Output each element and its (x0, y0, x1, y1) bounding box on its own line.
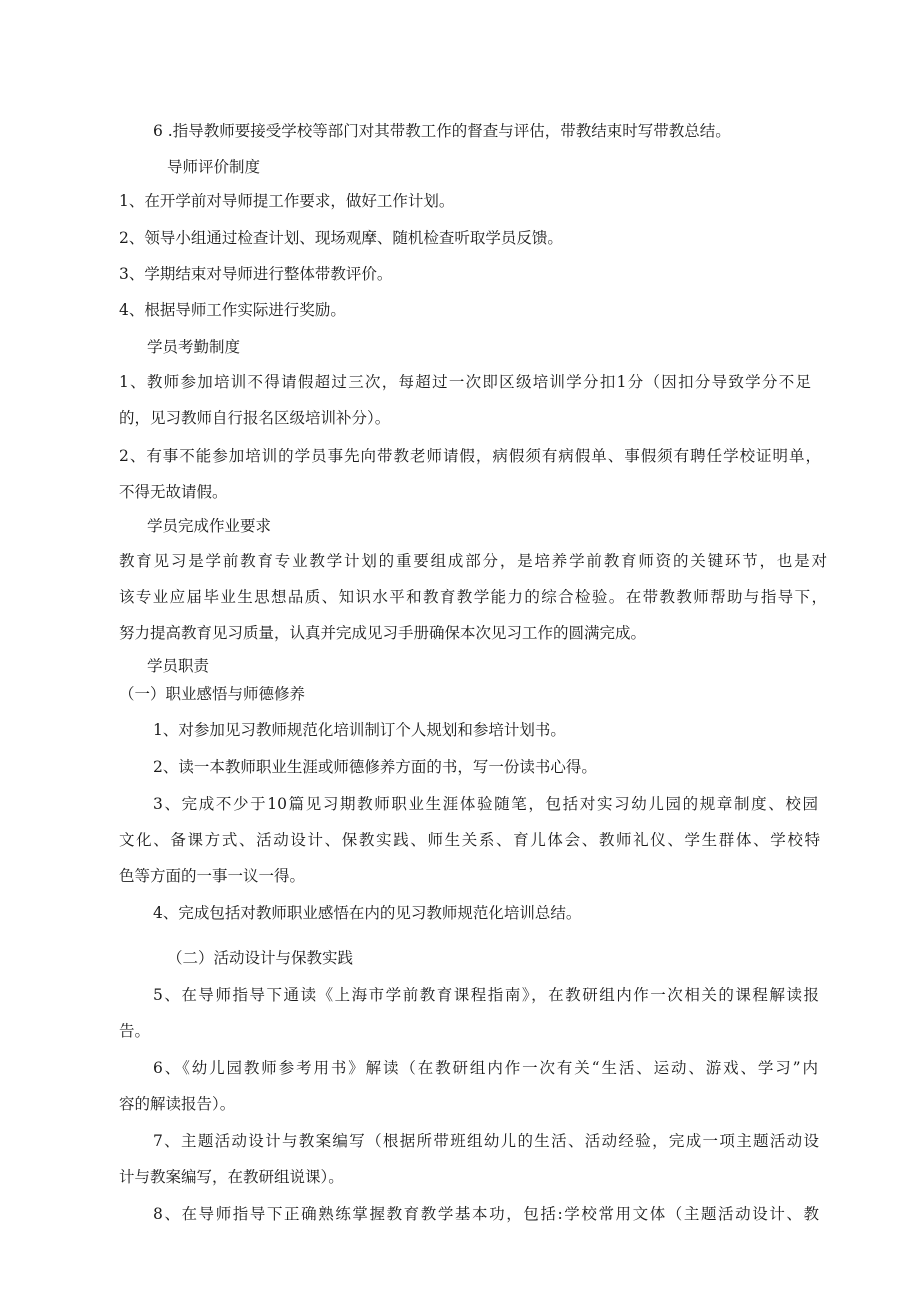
paragraph-line: 1、教师参加培训不得请假超过三次，每超过一次即区级培训学分扣1分（因扣分导致学分不足 (119, 373, 811, 391)
subsection-heading: （一）职业感悟与师德修养 (119, 685, 306, 703)
paragraph-line: 5、在导师指导下通读《上海市学前教育课程指南》，在教研组内作一次相关的课程解读报 (153, 986, 819, 1004)
paragraph-line: 7、主题活动设计与教案编写（根据所带班组幼儿的生活、活动经验，完成一项主题活动设 (153, 1132, 819, 1150)
paragraph-line: 6、《幼儿园教师参考用书》解读（在教研组内作一次有关“生活、运动、游戏、学习”内 (153, 1059, 818, 1077)
paragraph-line: 1、在开学前对导师提工作要求，做好工作计划。 (119, 192, 455, 210)
paragraph-line: 色等方面的一事一议一得。 (119, 867, 306, 885)
paragraph-line: 努力提高教育见习质量，认真并完成见习手册确保本次见习工作的圆满完成。 (119, 624, 647, 642)
paragraph-line: 4、完成包括对教师职业感悟在内的见习教师规范化培训总结。 (153, 904, 582, 922)
subsection-heading: （二）活动设计与保教实践 (167, 949, 354, 967)
paragraph-line: 不得无故请假。 (119, 483, 228, 501)
section-heading: 学员职责 (147, 657, 210, 675)
paragraph-line: 该专业应届毕业生思想品质、知识水平和教育教学能力的综合检验。在带教教师帮助与指导下， (119, 588, 827, 606)
paragraph-line: 容的解读报告）。 (119, 1095, 236, 1113)
paragraph-line: 6 .指导教师要接受学校等部门对其带教工作的督查与评估，带教结束时写带教总结。 (153, 122, 731, 140)
section-heading: 导师评价制度 (167, 158, 261, 176)
paragraph-line: 的，见习教师自行报名区级培训补分）。 (119, 409, 391, 427)
paragraph-line: 告。 (119, 1022, 151, 1040)
paragraph-line: 4、根据导师工作实际进行奖励。 (119, 301, 346, 319)
paragraph-line: 2、有事不能参加培训的学员事先向带教老师请假，病假须有病假单、事假须有聘任学校证明单， (119, 447, 821, 465)
paragraph-line: 1、对参加见习教师规范化培训制订个人规划和参培计划书。 (153, 721, 566, 739)
section-heading: 学员完成作业要求 (147, 517, 272, 535)
paragraph-line: 3、完成不少于10篇见习期教师职业生涯体验随笔，包括对实习幼儿园的规章制度、校园 (153, 795, 818, 813)
paragraph-line: 教育见习是学前教育专业教学计划的重要组成部分，是培养学前教育师资的关键环节，也是对 (119, 552, 827, 570)
paragraph-line: 2、读一本教师职业生涯或师德修养方面的书，写一份读书心得。 (153, 758, 597, 776)
paragraph-line: 3、学期结束对导师进行整体带教评价。 (119, 265, 393, 283)
paragraph-line: 文化、备课方式、活动设计、保教实践、师生关系、育儿体会、教师礼仪、学生群体、学校特 (119, 831, 820, 849)
paragraph-line: 8、在导师指导下正确熟练掌握教育教学基本功，包括:学校常用文体（主题活动设计、教 (153, 1205, 819, 1223)
paragraph-line: 计与教案编写，在教研组说课）。 (119, 1168, 344, 1186)
section-heading: 学员考勤制度 (147, 338, 241, 356)
paragraph-line: 2、领导小组通过检查计划、现场观摩、随机检查听取学员反馈。 (119, 229, 563, 247)
